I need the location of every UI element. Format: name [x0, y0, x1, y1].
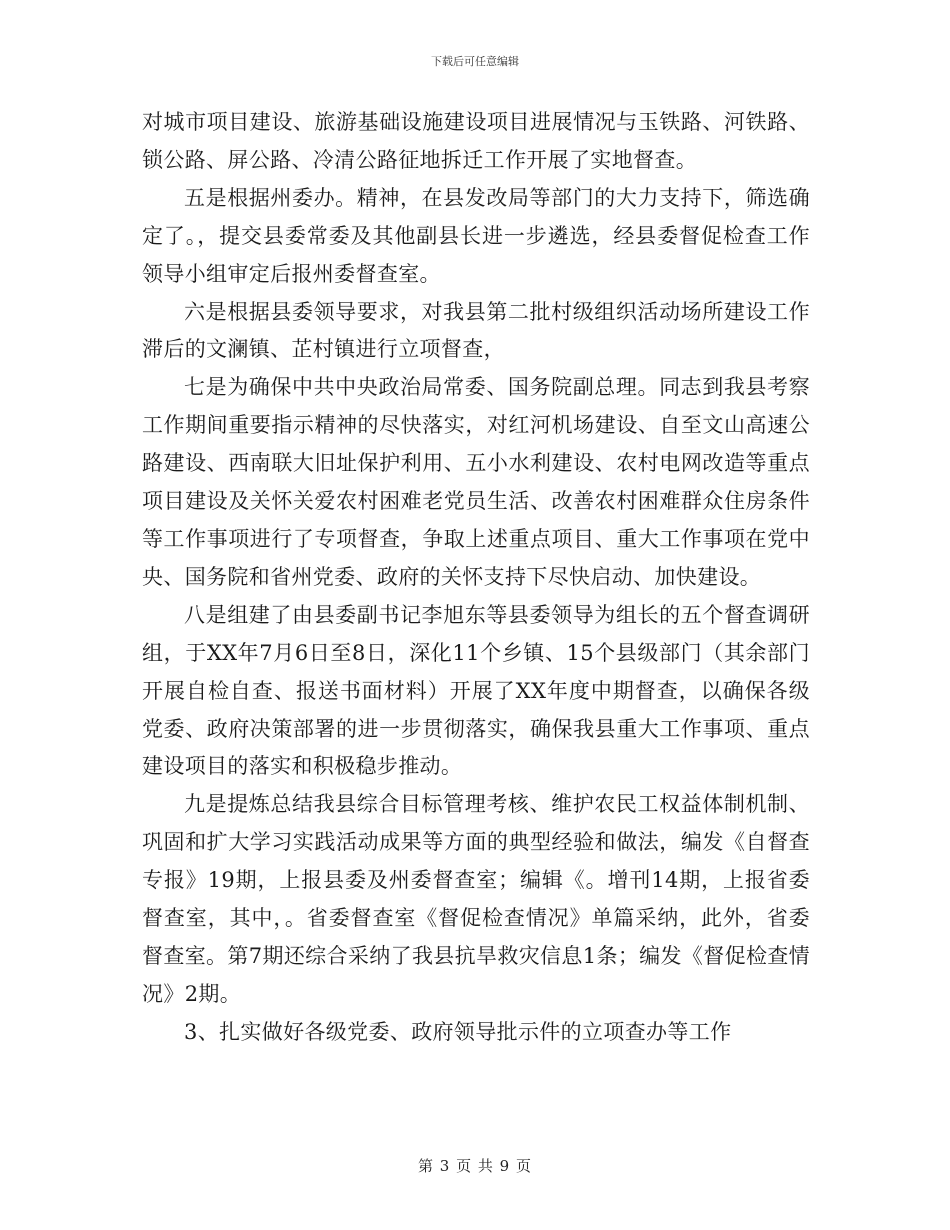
section-heading: 3、扎实做好各级党委、政府领导批示件的立项查办等工作 — [184, 1019, 732, 1044]
page-header: 下载后可任意编辑 — [431, 55, 519, 68]
page-number: 第 3 页 共 9 页 — [418, 1157, 532, 1175]
paragraph-4: 七是为确保中共中央政治局常委、国务院副总理。同志到我县考察工作期间重要指示精神的尽快落实，对红河机场建设、自至文山高速公路建设、西南联大旧址保护利用、五小水利建设、农村电网改造等重点项目建设及关怀关爱农村困难老党员生活、改善农村困难群众住房条件等工作事项进行了专项督查，争取上述重点项目、重大工作事项在党中央、国务院和省州党委、政府的关怀支持下尽快启动、加快建设。 — [142, 375, 810, 589]
paragraph-5: 八是组建了由县委副书记李旭东等县委领导为组长的五个督查调研组，于XX年7月6日至8日，深化11个乡镇、15个县级部门（其余部门开展自检自查、报送书面材料）开展了XX年度中期督查，以确保各级党委、政府决策部署的进一步贯彻落实，确保我县重大工作事项、重点建设项目的落实和积极稳步推动。 — [142, 602, 810, 779]
paragraph-2: 五是根据州委办。精神，在县发改局等部门的大力支持下，筛选确定了。，提交县委常委及其他副县长进一步遴选，经县委督促检查工作领导小组审定后报州委督查室。 — [142, 185, 810, 286]
document-body — [142, 104, 810, 1052]
paragraph-3: 六是根据县委领导要求，对我县第二批村级组织活动场所建设工作滞后的文澜镇、芷村镇进行立项督查， — [142, 299, 810, 362]
paragraph-1: 对城市项目建设、旅游基础设施建设项目进展情况与玉铁路、河铁路、锁公路、屏公路、冷清公路征地拆迁工作开展了实地督查。 — [142, 110, 810, 172]
paragraph-6: 九是提炼总结我县综合目标管理考核、维护农民工权益体制机制、巩固和扩大学习实践活动成果等方面的典型经验和做法，编发《自督查专报》19期，上报县委及州委督查室；编辑《。增刊14期，上报省委督查室，其中，。省委督查室《督促检查情况》单篇采纳，此外，省委督查室。第7期还综合采纳了我县抗旱救灾信息1条；编发《督促检查情况》2期。 — [142, 792, 810, 1006]
